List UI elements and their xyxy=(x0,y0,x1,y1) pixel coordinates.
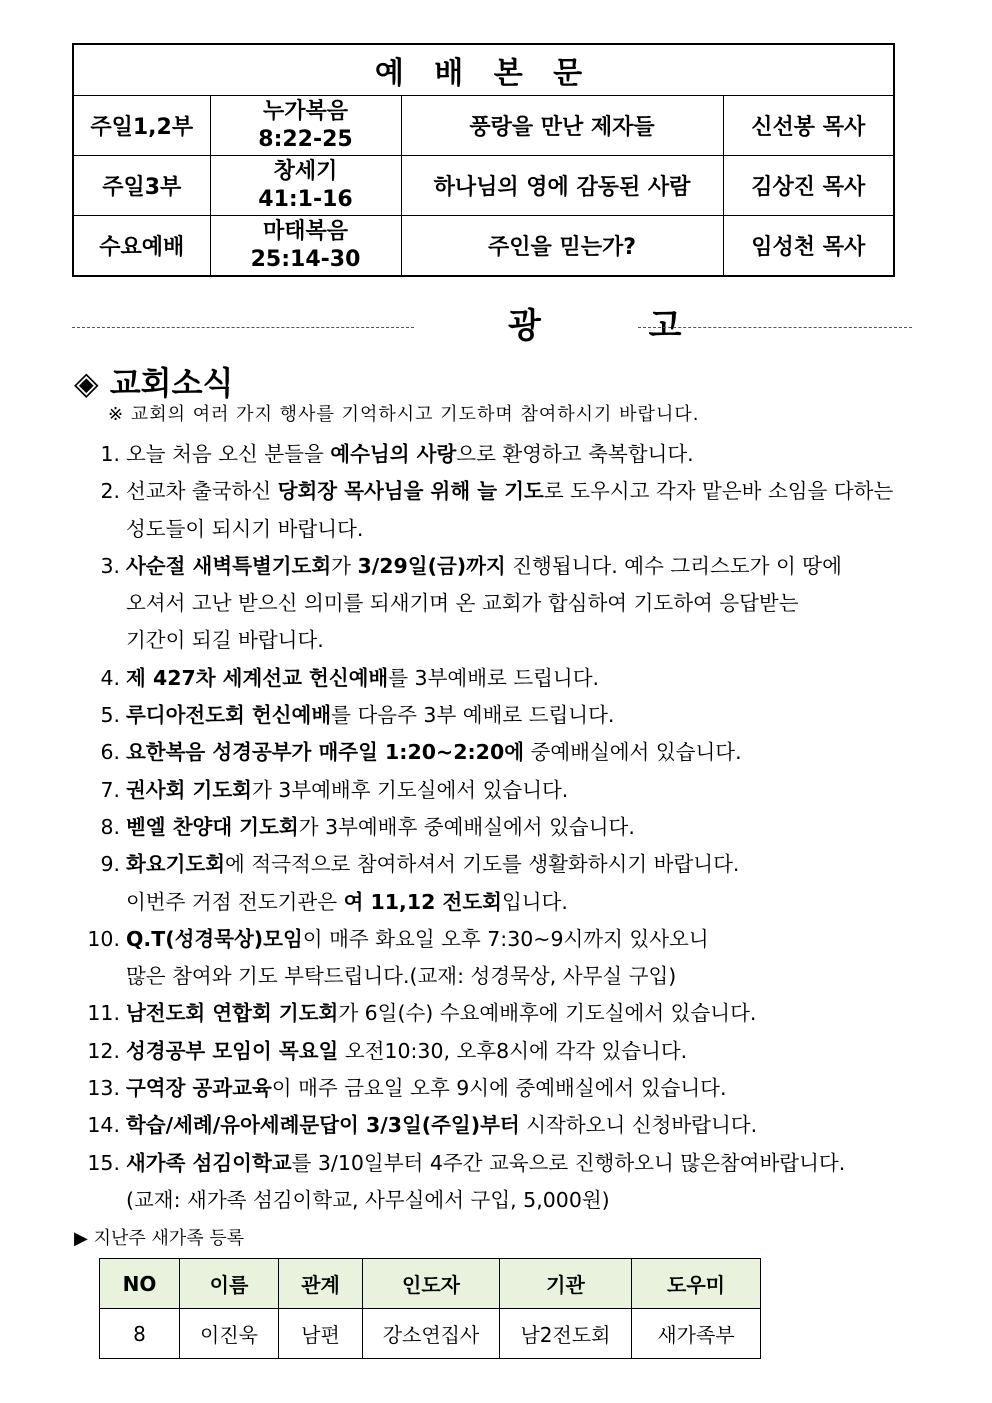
worship-row xyxy=(73,96,894,156)
scripture xyxy=(210,96,401,156)
item-number: 7. xyxy=(100,777,120,802)
scripture-book: 마태복음 xyxy=(262,218,348,244)
item-text xyxy=(126,1145,932,1220)
item-line xyxy=(126,958,932,995)
item-number: 2. xyxy=(100,479,120,504)
item-line xyxy=(126,734,932,771)
item-line xyxy=(126,622,932,659)
list-item xyxy=(72,548,932,660)
sermon-title: 풍랑을 만난 제자들 xyxy=(401,96,723,156)
plain-text: 오셔서 고난 받으신 의미를 되새기며 온 교회가 합심하여 기도하여 응답받는 xyxy=(126,591,799,616)
item-line xyxy=(126,809,932,846)
church-news-title: ◈ 교회소식 xyxy=(74,364,234,402)
item-text xyxy=(126,697,932,734)
item-text xyxy=(126,846,932,921)
item-line xyxy=(126,511,932,548)
item-text xyxy=(126,734,932,771)
worship-row xyxy=(73,216,894,277)
item-line xyxy=(126,772,932,809)
item-text xyxy=(126,1107,932,1144)
emphasis-text: 사순절 새벽특별기도회 xyxy=(126,553,332,578)
plain-text: 가 xyxy=(331,553,358,578)
emphasis-text: 남전도회 연합회 기도회 xyxy=(126,1001,339,1026)
emphasis-text: Q.T(성경묵상)모임 xyxy=(126,926,303,951)
item-line xyxy=(126,1182,932,1219)
item-line xyxy=(126,846,932,883)
col-header-no: NO xyxy=(100,1259,180,1309)
emphasis-text: 새가족 섬김이학교 xyxy=(126,1150,292,1175)
item-number: 9. xyxy=(100,852,120,877)
item-text xyxy=(126,660,932,697)
plain-text: 입니다. xyxy=(501,889,568,914)
item-number: 4. xyxy=(100,665,120,690)
scripture-verse: 8:22-25 xyxy=(258,126,353,152)
cell-org: 남2전도회 xyxy=(500,1309,632,1359)
plain-text: 가 6일(수) 수요예배후에 기도실에서 있습니다. xyxy=(338,1001,757,1026)
list-item xyxy=(72,734,932,771)
item-number: 1. xyxy=(100,442,120,466)
plain-text: 이번주 거점 전도기관은 xyxy=(126,889,344,914)
item-line xyxy=(126,548,932,585)
list-item xyxy=(72,772,932,809)
plain-text: 로 도우시고 각자 맡은바 소임을 다하는 xyxy=(543,479,894,504)
col-header-relation: 관계 xyxy=(279,1259,363,1309)
plain-text: 를 3부예배로 드립니다. xyxy=(388,665,600,690)
list-item xyxy=(72,660,932,697)
item-line xyxy=(126,995,932,1032)
item-number: 13. xyxy=(87,1076,120,1101)
item-number: 5. xyxy=(100,703,120,728)
announcements-title: 광 고 xyxy=(508,306,730,346)
service-name: 수요예배 xyxy=(73,216,210,277)
item-text xyxy=(126,436,932,473)
list-item xyxy=(72,436,932,473)
plain-text: 를 다음주 3부 예배로 드립니다. xyxy=(331,703,615,728)
item-number: 12. xyxy=(87,1038,120,1063)
service-name: 주일3부 xyxy=(73,156,210,216)
plain-text: 성도들이 되시기 바랍니다. xyxy=(126,516,364,541)
new-family-table xyxy=(99,1258,761,1359)
item-text xyxy=(126,1070,932,1107)
emphasis-text: 루디아전도회 헌신예배 xyxy=(126,703,332,728)
plain-text: 에 적극적으로 참여하셔서 기도를 생활화하시기 바랍니다. xyxy=(225,852,740,877)
dashed-divider-right xyxy=(638,327,912,328)
item-number: 6. xyxy=(100,740,120,765)
announcement-note: ※ 교회의 여러 가지 행사를 기억하시고 기도하며 참여하시기 바랍니다. xyxy=(108,404,700,425)
plain-text: 이 매주 금요일 오후 9시에 중예배실에서 있습니다. xyxy=(271,1076,727,1101)
col-header-guide: 인도자 xyxy=(363,1259,500,1309)
item-line xyxy=(126,585,932,622)
sermon-title: 주인을 믿는가? xyxy=(401,216,723,277)
col-header-helper: 도우미 xyxy=(632,1259,761,1309)
item-line xyxy=(126,1033,932,1070)
emphasis-text: 학습/세례/유아세례문답이 3/3일(주일)부터 xyxy=(126,1113,520,1138)
new-family-label: ▶ 지난주 새가족 등록 xyxy=(74,1228,245,1249)
emphasis-text: 성경공부 모임이 목요일 xyxy=(126,1038,339,1063)
item-text xyxy=(126,995,932,1032)
col-header-name: 이름 xyxy=(180,1259,279,1309)
item-line xyxy=(126,660,932,697)
pastor-name: 신선봉 목사 xyxy=(723,96,894,156)
scripture-verse: 41:1-16 xyxy=(258,186,353,212)
pastor-name: 김상진 목사 xyxy=(723,156,894,216)
item-number: 11. xyxy=(87,1001,120,1026)
list-item xyxy=(72,1145,932,1220)
emphasis-text: 화요기도회 xyxy=(126,852,226,877)
emphasis-text: 3/29일(금)까지 xyxy=(357,553,506,578)
item-line xyxy=(126,921,932,958)
cell-helper: 새가족부 xyxy=(632,1309,761,1359)
cell-relation: 남편 xyxy=(279,1309,363,1359)
list-item xyxy=(72,846,932,921)
plain-text: 가 3부예배후 기도실에서 있습니다. xyxy=(251,777,569,802)
emphasis-text: 예수님의 사랑 xyxy=(330,442,457,466)
list-item xyxy=(72,697,932,734)
item-number: 8. xyxy=(100,814,120,839)
scripture-book: 창세기 xyxy=(273,158,338,184)
emphasis-text: 요한복음 성경공부가 매주일 1:20~2:20에 xyxy=(126,740,525,765)
scripture-verse: 25:14-30 xyxy=(250,246,361,272)
plain-text: 선교차 출국하신 xyxy=(126,479,278,504)
item-text xyxy=(126,1033,932,1070)
sermon-title: 하나님의 영에 감동된 사람 xyxy=(401,156,723,216)
announcement-list xyxy=(72,436,932,1219)
worship-table xyxy=(72,43,895,277)
plain-text: 오늘 처음 오신 분들을 xyxy=(126,442,331,466)
item-line xyxy=(126,697,932,734)
list-item xyxy=(72,1107,932,1144)
list-item xyxy=(72,1070,932,1107)
list-item xyxy=(72,995,932,1032)
pastor-name: 임성천 목사 xyxy=(723,216,894,277)
item-number: 15. xyxy=(87,1150,120,1175)
item-number: 10. xyxy=(87,926,120,951)
plain-text: 기간이 되길 바랍니다. xyxy=(126,628,324,653)
plain-text: (교재: 새가족 섬김이학교, 사무실에서 구입, 5,000원) xyxy=(126,1187,610,1212)
plain-text: 중예배실에서 있습니다. xyxy=(524,740,742,765)
cell-guide: 강소연집사 xyxy=(363,1309,500,1359)
item-line xyxy=(126,1107,932,1144)
item-line xyxy=(126,473,932,510)
table-row xyxy=(100,1309,761,1359)
plain-text: 많은 참여와 기도 부탁드립니다.(교재: 성경묵상, 사무실 구입) xyxy=(126,964,677,989)
plain-text: 오전10:30, 오후8시에 각각 있습니다. xyxy=(338,1038,688,1063)
item-text xyxy=(126,921,932,996)
scripture-book: 누가복음 xyxy=(262,98,348,124)
plain-text: 진행됩니다. 예수 그리스도가 이 땅에 xyxy=(505,553,842,578)
emphasis-text: 제 427차 세계선교 헌신예배 xyxy=(126,665,389,690)
dashed-divider-left xyxy=(72,327,414,328)
item-line xyxy=(126,1145,932,1182)
item-line xyxy=(126,884,932,921)
plain-text: 이 매주 화요일 오후 7:30~9시까지 있사오니 xyxy=(302,926,709,951)
table-header-row xyxy=(100,1259,761,1309)
item-number: 14. xyxy=(87,1113,120,1138)
emphasis-text: 구역장 공과교육 xyxy=(126,1076,272,1101)
plain-text: 가 3부예배후 중예배실에서 있습니다. xyxy=(298,814,635,839)
plain-text: 를 3/10일부터 4주간 교육으로 진행하오니 많은참여바랍니다. xyxy=(291,1150,846,1175)
item-line xyxy=(126,436,932,473)
item-text xyxy=(126,548,932,660)
service-name: 주일1,2부 xyxy=(73,96,210,156)
col-header-org: 기관 xyxy=(500,1259,632,1309)
item-text xyxy=(126,809,932,846)
item-line xyxy=(126,1070,932,1107)
emphasis-text: 벧엘 찬양대 기도회 xyxy=(126,814,299,839)
cell-name: 이진욱 xyxy=(180,1309,279,1359)
scripture xyxy=(210,156,401,216)
cell-no: 8 xyxy=(100,1309,180,1359)
plain-text: 시작하오니 신청바랍니다. xyxy=(519,1113,758,1138)
item-number: 3. xyxy=(100,553,120,578)
announcements-header xyxy=(72,300,912,346)
item-text xyxy=(126,473,932,548)
worship-title: 예 배 본 문 xyxy=(73,44,894,96)
emphasis-text: 여 11,12 전도회 xyxy=(343,889,502,914)
worship-row xyxy=(73,156,894,216)
plain-text: 으로 환영하고 축복합니다. xyxy=(456,442,694,466)
list-item xyxy=(72,809,932,846)
list-item xyxy=(72,473,932,548)
list-item xyxy=(72,921,932,996)
emphasis-text: 당회장 목사님을 위해 늘 기도 xyxy=(277,479,544,504)
list-item xyxy=(72,1033,932,1070)
scripture xyxy=(210,216,401,277)
item-text xyxy=(126,772,932,809)
emphasis-text: 권사회 기도회 xyxy=(126,777,252,802)
